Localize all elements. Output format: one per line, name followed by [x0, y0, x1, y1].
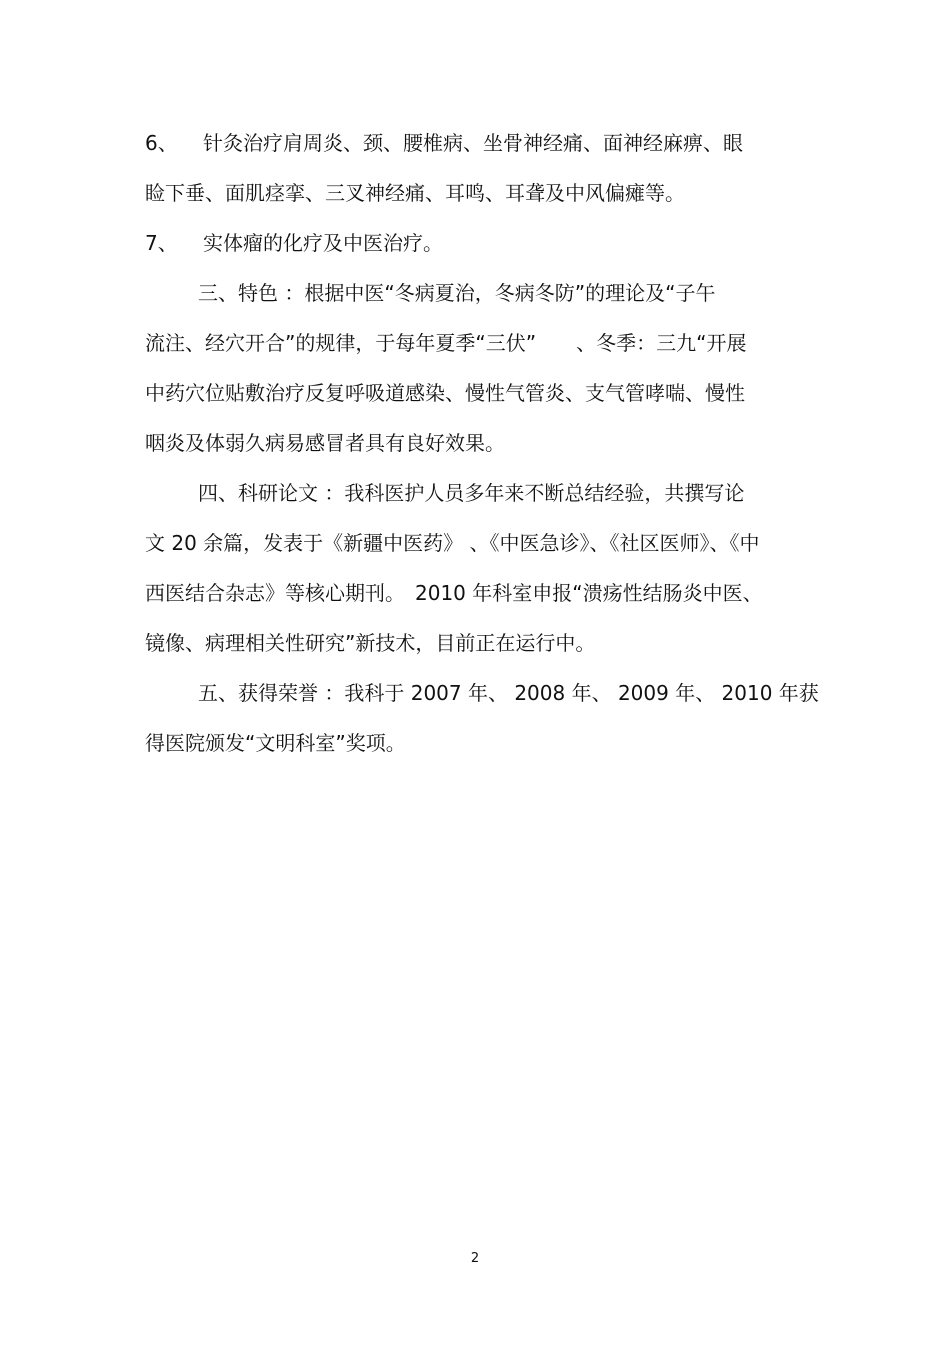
paragraph-text: 中药穴位贴敷治疗反复呼吸道感染、慢性气管炎、支气管哮喘、慢性: [145, 381, 745, 405]
paragraph-text: 文 20 余篇，发表于《新疆中医药》 、《中医急诊》、《社区医师》、《中: [145, 531, 760, 555]
paragraph-text: 四、科研论文 ：我科医护人员多年来不断总结经验，共撰写论: [198, 481, 745, 505]
list-item-text: 睑下垂、面肌痉挛、三叉神经痛、耳鸣、耳聋及中风偏瘫等。: [145, 181, 685, 205]
paragraph-text: 三、特色 ：根据中医“冬病夏治，冬病冬防”的理论及“子午: [198, 281, 716, 305]
page-number: 2: [470, 1251, 480, 1266]
paragraph-text: 西医结合杂志》等核心期刊。 2010 年科室申报“溃疡性结肠炎中医、: [145, 581, 763, 605]
paragraph-text: 咽炎及体弱久病易感冒者具有良好效果。: [145, 431, 505, 455]
list-item-text: 针灸治疗肩周炎、颈、腰椎病、坐骨神经痛、面神经麻痹、眼: [203, 131, 743, 155]
list-item-text: 实体瘤的化疗及中医治疗。: [203, 231, 443, 255]
paragraph-text: 流注、经穴开合”的规律，于每年夏季“三伏” 、冬季：三九“开展: [145, 331, 747, 355]
list-item-number: 7、: [145, 231, 178, 255]
paragraph-text: 镜像、病理相关性研究”新技术，目前正在运行中。: [145, 631, 596, 655]
list-item-number: 6、: [145, 131, 178, 155]
paragraph-text: 五、获得荣誉 ：我科于 2007 年、 2008 年、 2009 年、 2010 年获: [198, 681, 819, 705]
paragraph-text: 得医院颁发“文明科室”奖项。: [145, 731, 406, 755]
